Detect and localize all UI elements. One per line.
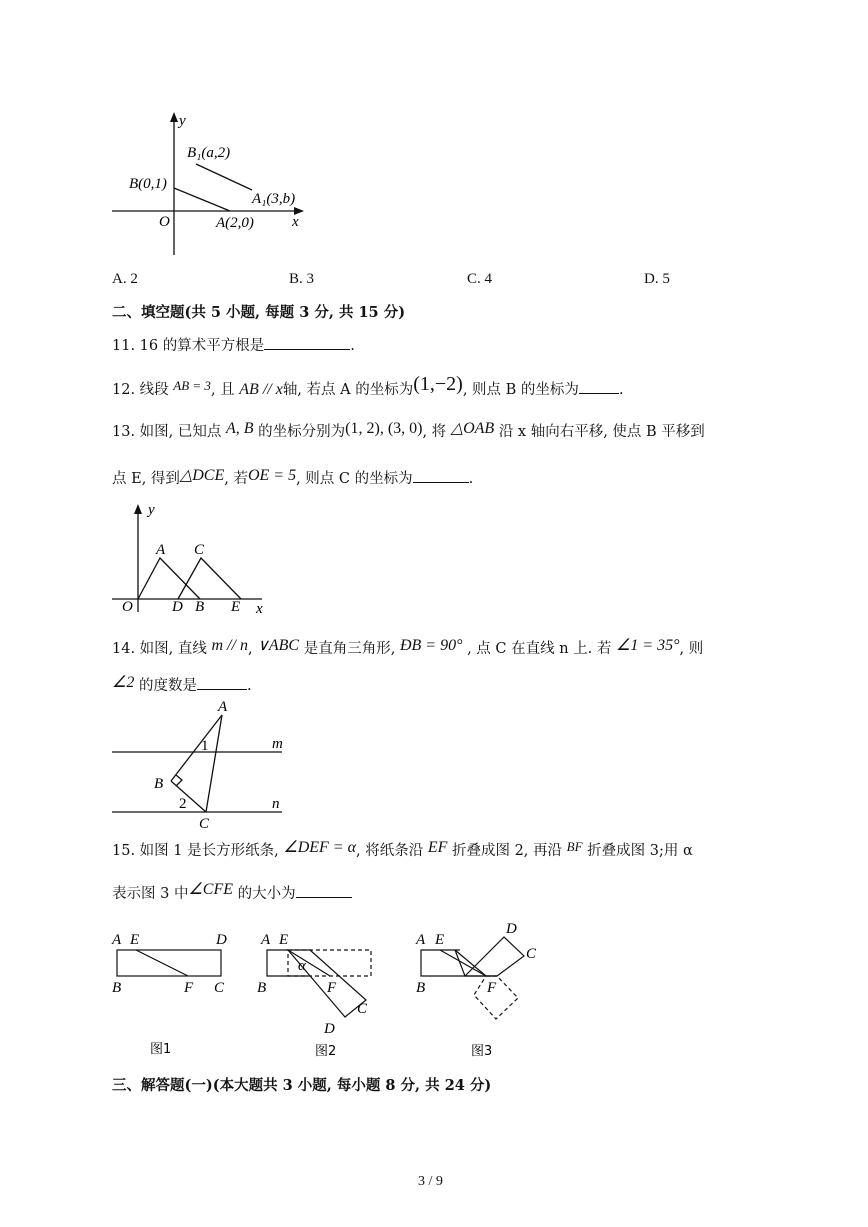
- q13-triangle-dce: △DCE: [179, 467, 225, 484]
- point-b1-label: B₁(a,2): [187, 145, 231, 161]
- q13-oe: OE = 5: [247, 467, 297, 484]
- page-number: 3 / 9: [418, 1174, 443, 1189]
- fig3-d: D: [506, 921, 517, 937]
- q14-l2: 的度数是: [138, 678, 197, 694]
- fig2-d: D: [324, 1021, 335, 1037]
- q15-bf: BF: [566, 839, 583, 854]
- q13-pre: 13. 如图, 已知点: [112, 424, 222, 440]
- q13-mid1: 的坐标分别为: [258, 424, 346, 440]
- c-label: C: [199, 816, 210, 832]
- q13-l2c: , 则点 C 的坐标为: [296, 471, 413, 487]
- origin-label: O: [159, 214, 170, 230]
- q15-l2a: 表示图 3 中: [112, 886, 189, 902]
- q14-angle-2: ∠2: [112, 674, 135, 691]
- o-label: O: [122, 599, 133, 615]
- q13-coords: (1, 2), (3, 0): [345, 420, 423, 437]
- section-2-heading: 二、填空题(共 5 小题, 每题 3 分, 共 15 分): [112, 304, 406, 321]
- n-label: n: [272, 796, 280, 812]
- q13-l2a: 点 E, 得到: [112, 471, 180, 487]
- q13-l2b: , 若: [224, 471, 248, 487]
- q12-mid2: 轴, 若点 A 的坐标为: [282, 382, 414, 398]
- point-b-label: B(0,1): [129, 176, 167, 192]
- q13-mid2: , 将: [422, 424, 447, 440]
- fig1-b: B: [112, 980, 122, 996]
- q12-coord: (1,−2): [413, 373, 463, 395]
- a-label: A: [218, 699, 228, 715]
- d-label: D: [172, 599, 183, 615]
- q14-mid2: , 点 C 在直线 n 上. 若: [467, 641, 612, 657]
- choice-a: A. 2: [112, 271, 138, 287]
- a-label: A: [156, 542, 166, 558]
- q14-mid1: 是直角三角形,: [303, 641, 396, 657]
- q15-mid2: 折叠成图 2, 再沿: [451, 843, 563, 859]
- q15-angle-def: ∠DEF = α: [283, 839, 356, 856]
- y-label: y: [148, 502, 155, 518]
- q14-mn: m // n: [211, 637, 248, 654]
- q15-pre: 15. 如图 1 是长方形纸条,: [112, 843, 279, 859]
- q14-post: , 则: [679, 641, 704, 657]
- q14-angle-1: ∠1 = 35°: [616, 637, 680, 654]
- fig2-alpha: α: [298, 958, 306, 974]
- fig3-b: B: [416, 980, 426, 996]
- fig3-caption: 图3: [471, 1044, 493, 1059]
- q15-angle-cfe: ∠CFE: [188, 881, 234, 898]
- fig2-a: A: [261, 932, 271, 948]
- q15-post: 折叠成图 3;用 α: [587, 843, 693, 859]
- fig1-e: E: [130, 932, 140, 948]
- fig1-a: A: [112, 932, 122, 948]
- fig2-f: F: [327, 980, 337, 996]
- fig3-c: C: [526, 946, 537, 962]
- question-13-line-2: 点 E, 得到△DCE, 若OE = 5, 则点 C 的坐标为 .: [112, 467, 474, 487]
- q14-sep: ,: [247, 641, 253, 657]
- q12-parallel: AB // x: [239, 381, 283, 398]
- fig3-a: A: [416, 932, 426, 948]
- point-a1-label: A₁(3,b): [252, 191, 296, 207]
- q14-triangle: ∨ABC: [257, 637, 300, 654]
- e-label: E: [231, 599, 241, 615]
- section-3-heading: 三、解答题(一)(本大题共 3 小题, 每小题 8 分, 共 24 分): [112, 1077, 492, 1094]
- point-a-label: A(2,0): [216, 215, 254, 231]
- fold-line-ef: [136, 950, 188, 976]
- x-axis-label: x: [292, 214, 299, 230]
- figure-1: [117, 950, 221, 976]
- q13-post: 沿 x 轴向右平移, 使点 B 平移到: [498, 424, 705, 440]
- q12-mid1: , 且: [210, 382, 235, 398]
- fig3-f: F: [487, 980, 497, 996]
- fig1-d: D: [216, 932, 227, 948]
- fig1-c: C: [214, 980, 225, 996]
- b-label: B: [154, 776, 164, 792]
- q12-pre: 12. 线段: [112, 382, 169, 398]
- question-11: 11. 16 的算术平方根是 .: [112, 335, 355, 356]
- q14-pre: 14. 如图, 直线: [112, 641, 207, 657]
- q15-ef: EF: [427, 839, 448, 856]
- paper-strip: [117, 950, 221, 976]
- q15-l2b: 的大小为: [237, 886, 296, 902]
- q14-angle-b: ÐB = 90°: [399, 637, 463, 654]
- c-label: C: [194, 542, 205, 558]
- question-12: 12. 线段 AB = 3, 且 AB // x轴, 若点 A 的坐标为(1,−2), 则点 B 的坐标为 .: [112, 373, 624, 398]
- choice-b: B. 3: [289, 271, 315, 287]
- y-axis-label: y: [179, 113, 186, 129]
- q13-triangle: △OAB: [450, 420, 495, 437]
- m-label: m: [272, 736, 283, 752]
- fig2-e: E: [279, 932, 289, 948]
- q15-mid1: , 将纸条沿: [355, 843, 424, 859]
- figure-3: [421, 937, 524, 1019]
- fig2-c: C: [357, 1001, 368, 1017]
- choice-d: D. 5: [644, 271, 670, 287]
- fig1-caption: 图1: [150, 1042, 172, 1057]
- angle-1-label: 1: [201, 738, 209, 754]
- fig2-b: B: [257, 980, 267, 996]
- fig2-caption: 图2: [315, 1044, 337, 1059]
- angle-2-label: 2: [179, 796, 187, 812]
- q11-text: 11. 16 的算术平方根是: [112, 338, 265, 354]
- choice-c: C. 4: [467, 271, 493, 287]
- fig1-f: F: [184, 980, 194, 996]
- question-14-line-2: ∠2 的度数是 .: [112, 674, 252, 694]
- q13-points: A, B: [226, 420, 254, 437]
- fig3-e: E: [435, 932, 445, 948]
- figure-2: [267, 950, 371, 1017]
- q12-segment: AB = 3: [173, 378, 211, 393]
- folded-up-part: [465, 937, 524, 976]
- q12-post: , 则点 B 的坐标为: [462, 382, 579, 398]
- b-label: B: [195, 599, 205, 615]
- x-label: x: [256, 601, 263, 617]
